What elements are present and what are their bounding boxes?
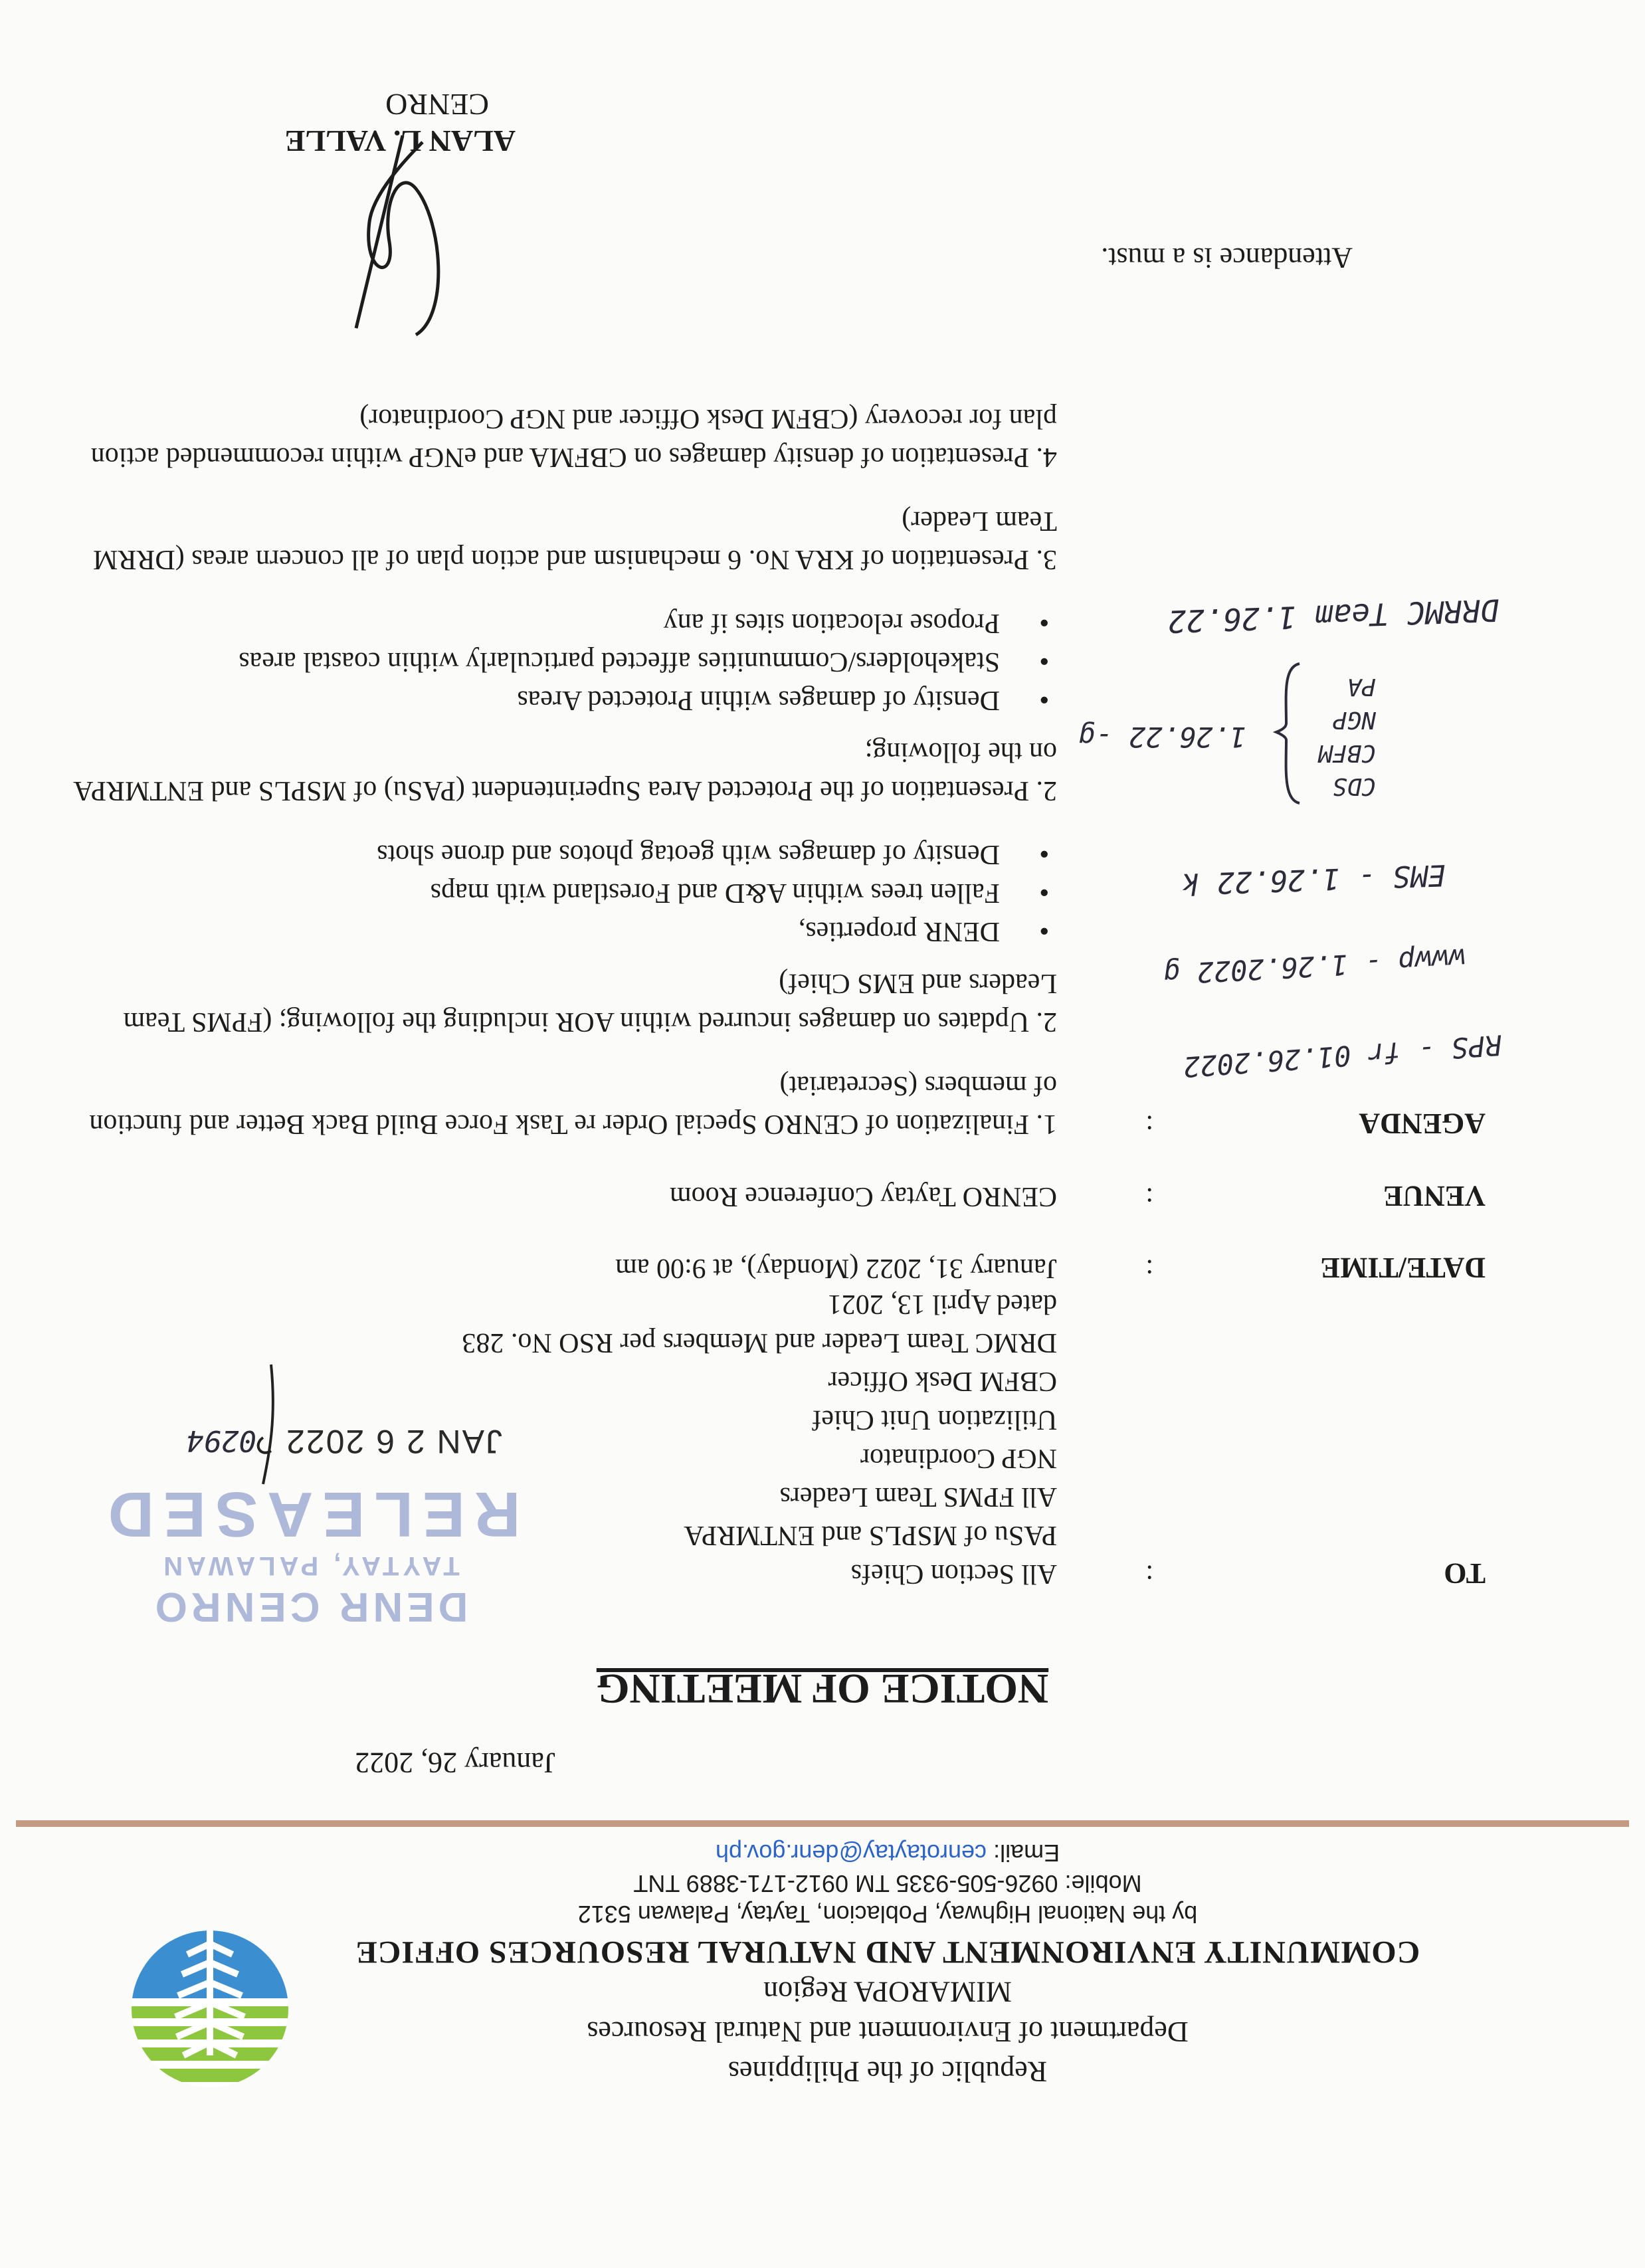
document-title: NOTICE OF MEETING	[596, 1665, 1049, 1713]
handwritten-note-pa: PA	[1347, 673, 1376, 700]
recipient-item: CBFM Desk Officer	[828, 1366, 1057, 1396]
signatory-title: CENRO	[385, 88, 489, 122]
bullet-item: ● Stakeholders/Communities affected particularly within coastal areas	[74, 642, 1057, 681]
agenda-item-1: 1. Finalization of CENRO Special Order re Task Force Build Back Better and function of members (Secretariat)	[89, 1070, 1057, 1139]
agenda-item-4: 4. Presentation of density damages on CBFMA and eNGP within recommended action plan for recovery (CBFM Desk Officer and NGP Coordinator)	[90, 403, 1057, 472]
agenda-item-3: 3. Presentation of KRA No. 6 mechanism and action plan of all concern areas (DRRM Team Leader)	[93, 506, 1057, 575]
office-email	[462, 1839, 1313, 1867]
recipient-item: All FPMS Team Leaders	[779, 1481, 1057, 1512]
stamp-location: TAYTAY, PALAWAN	[159, 1551, 460, 1580]
handwritten-note-rps: RPS - fr 01.26.2022	[1182, 1028, 1503, 1084]
bullet-item: ● DENR properties,	[74, 912, 1057, 951]
denr-logo-icon	[124, 1923, 296, 2095]
recipient-item: Utilization Unit Chief	[812, 1404, 1057, 1435]
handwritten-signature-icon	[343, 129, 462, 355]
bullet-item: ● Fallen trees within A&D and Forestland with maps	[74, 874, 1057, 912]
handwritten-note-ems: EMS - 1.26.22 k	[1181, 858, 1446, 901]
agenda-item-2b: 2. Presentation of the Protected Area Superintendent (PASu) of MSPLS and ENTMRPA on the following;	[74, 737, 1057, 806]
handwritten-note-date: 1.26.22 -g	[1078, 721, 1246, 753]
venue-colon: :	[1145, 1182, 1153, 1212]
email-label: Email:	[993, 1840, 1060, 1867]
stamp-status: RELEASED	[98, 1479, 521, 1550]
datetime-label: DATE/TIME	[1320, 1252, 1486, 1284]
handwritten-note-cbfm: CBFM	[1318, 739, 1376, 767]
recipient-list	[326, 1285, 1057, 1593]
handwritten-note-ngp: NGP	[1332, 706, 1376, 733]
signatory-name: ALAN L. VALLE	[284, 124, 516, 158]
office-address: by the National Highway, Poblacion, Taytay, Palawan 5312	[577, 1901, 1198, 1928]
office-mobile: Mobile: 0926-505-9335 TM 0912-171-3889 TNT	[633, 1870, 1142, 1897]
bullet-item: ● Propose relocation sites if any	[74, 604, 1057, 642]
letter-date: January 26, 2022	[355, 1747, 555, 1779]
handwritten-note-cds: CDS	[1332, 773, 1376, 800]
venue-label: VENUE	[1383, 1180, 1486, 1212]
datetime-value: January 31, 2022 (Monday), at 9:00 am	[615, 1253, 1057, 1283]
stamp-date: JAN 2 6 2022	[285, 1423, 502, 1460]
stamp-initial-mark	[243, 1358, 290, 1491]
recipient-item: NGP Coordinator	[860, 1443, 1057, 1473]
venue-value: CENRO Taytay Conference Room	[670, 1181, 1057, 1212]
bullet-item: ● Density of damages with geotag photos and drone shots	[74, 835, 1057, 874]
handwritten-brace-icon	[1273, 660, 1306, 806]
bullet-item: ● Density of damages within Protected Areas	[74, 681, 1057, 719]
to-colon: :	[1145, 1559, 1153, 1590]
republic-line: Republic of the Philippines	[727, 2055, 1048, 2088]
datetime-colon: :	[1145, 1254, 1153, 1284]
recipient-item: dated April 13, 2021	[827, 1289, 1057, 1319]
agenda-item-2: 2. Updates on damages incurred within AOR including the following; (FPMS Team Leaders and EMS Chief)	[123, 968, 1057, 1037]
region-line: MIMAROPA Region	[763, 1976, 1012, 2008]
recipient-item: All Section Chiefs	[850, 1559, 1057, 1589]
agenda-item-2-bullets	[74, 835, 1057, 951]
agenda-item-2b-bullets	[74, 604, 1057, 719]
header-rule	[16, 1820, 1629, 1827]
department-line: Department of Environment and Natural Resources	[587, 2016, 1189, 2048]
denr-logo	[124, 1923, 296, 2095]
agenda-list	[74, 399, 1057, 1143]
email-link[interactable]: cenrotaytay@denr.gov.ph	[715, 1840, 987, 1867]
agenda-label: AGENDA	[1359, 1107, 1486, 1140]
stamp-number: 0294	[186, 1424, 256, 1458]
agenda-colon: :	[1145, 1109, 1153, 1140]
recipient-item: PASu of MSPLS and ENTMRPA	[684, 1520, 1057, 1551]
office-name: COMMUNITY ENVIRONMENT AND NATURAL RESOURCES OFFICE	[355, 1935, 1420, 1970]
handwritten-note-drrmc: DRRMC Team 1.26.22	[1167, 592, 1500, 640]
recipient-item: DRMC Team Leader and Members per RSO No. 283	[462, 1327, 1057, 1358]
to-label: TO	[1444, 1557, 1486, 1590]
stamp-office: DENR CENRO	[151, 1584, 468, 1630]
closing-line: Attendance is a must.	[1101, 242, 1353, 274]
handwritten-note-wwwp: wwwp - 1.26.2022 g	[1162, 942, 1466, 991]
